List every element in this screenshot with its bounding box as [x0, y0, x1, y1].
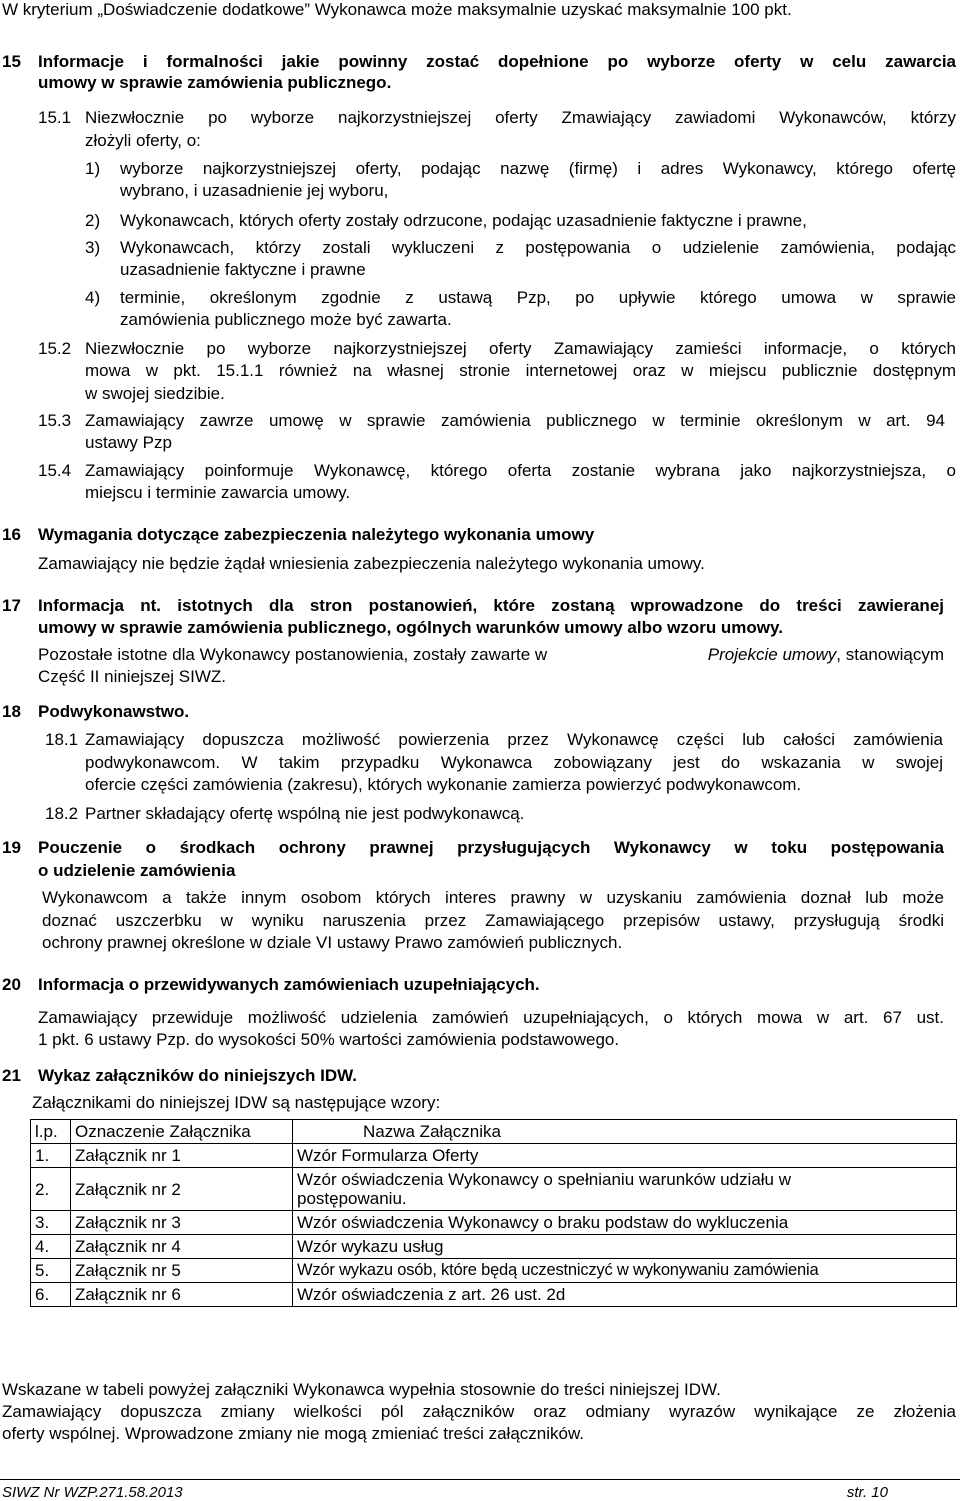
section-20-text-line1: Zamawiający przewiduje możliwość udzielenia zamówień uzupełniających, o których mowa w art. 67 ust.: [38, 1008, 944, 1027]
cell-oznaczenie: Załącznik nr 3: [71, 1211, 293, 1235]
footer-page-number: str. 10: [846, 1484, 888, 1501]
point-15-2-line2: mowa w pkt. 15.1.1 również na własnej stronie internetowej oraz w miejscu publicznie dostępnym: [85, 361, 956, 380]
section-17-text-part3: , stanowiącym: [836, 645, 944, 664]
cell-lp: 3.: [31, 1211, 71, 1235]
point-18-2-line1: Partner składający ofertę wspólną nie jest podwykonawcą.: [85, 804, 525, 823]
section-20-number: 20: [2, 975, 21, 994]
section-19-text-line1: Wykonawcom a także innym osobom których interes prawny w uzyskaniu zamówienia doznał lub może: [42, 888, 944, 907]
point-15-2-line3: w swojej siedzibie.: [85, 384, 225, 403]
cell-oznaczenie: Załącznik nr 2: [71, 1168, 293, 1211]
section-17-title-line1: Informacja nt. istotnych dla stron postanowień, które zostaną wprowadzone do treści zawieranej: [38, 596, 944, 615]
cell-oznaczenie: Załącznik nr 4: [71, 1235, 293, 1259]
footer-rule: [0, 1479, 960, 1480]
table-header-row: [31, 1120, 957, 1144]
cell-lp: 5.: [31, 1259, 71, 1283]
table-row: [31, 1235, 957, 1259]
list-item-2-line1: Wykonawcach, których oferty zostały odrzucone, podając uzasadnienie faktyczne i prawne,: [120, 211, 807, 230]
section-21-number: 21: [2, 1066, 21, 1085]
cell-nazwa: Wzór wykazu usług: [293, 1235, 957, 1259]
section-17-title-line2: umowy w sprawie zamówienia publicznego, ogólnych warunków umowy albo wzoru umowy.: [38, 618, 783, 637]
section-17-text-line2: Część II niniejszej SIWZ.: [38, 667, 226, 686]
table-row: [31, 1211, 957, 1235]
table-row: [31, 1259, 957, 1283]
point-15-3-line2: ustawy Pzp: [85, 433, 172, 452]
section-19-title-line2: o udzielenie zamówienia: [38, 861, 236, 880]
cell-nazwa: Wzór oświadczenia z art. 26 ust. 2d: [293, 1283, 957, 1307]
cell-lp: 1.: [31, 1144, 71, 1168]
table-row: [31, 1168, 957, 1211]
cell-oznaczenie: Załącznik nr 6: [71, 1283, 293, 1307]
table-row: [31, 1144, 957, 1168]
section-21-intro: Załącznikami do niniejszej IDW są następujące wzory:: [32, 1093, 441, 1112]
point-15-4-line1: Zamawiający poinformuje Wykonawcę, którego oferta zostanie wybrana jako najkorzystniejsza, o: [85, 461, 956, 480]
cell-lp: 4.: [31, 1235, 71, 1259]
section-15-number: 15: [2, 52, 21, 71]
section-19-text-line3: ochrony prawnej określone w dziale VI ustawy Prawo zamówień publicznych.: [42, 933, 623, 952]
section-15-title-line1: Informacje i formalności jakie powinny zostać dopełnione po wyborze oferty w celu zawarcia: [38, 52, 956, 71]
list-item-1-line2: wybrano, i uzasadnienie jej wyboru,: [120, 181, 389, 200]
section-19-text-line2: doznać uszczerbku w wyniku naruszenia przez Zamawiającego przepisów ustawy, przysługują środki: [42, 911, 944, 930]
point-18-1-number: 18.1: [45, 730, 79, 749]
section-20-text-line2: 1 pkt. 6 ustawy Pzp. do wysokości 50% wartości zamówienia podstawowego.: [38, 1030, 620, 1049]
section-21-title: Wykaz załączników do niniejszych IDW.: [38, 1066, 357, 1085]
section-19-number: 19: [2, 838, 21, 857]
section-19-title-line1: Pouczenie o środkach ochrony prawnej przysługujących Wykonawcy w toku postępowania: [38, 838, 944, 857]
section-18-title: Podwykonawstwo.: [38, 702, 190, 721]
list-item-4-line1: terminie, określonym zgodnie z ustawą Pzp, po upływie którego umowa w sprawie: [120, 288, 956, 307]
section-16-title: Wymagania dotyczące zabezpieczenia należytego wykonania umowy: [38, 525, 595, 544]
point-18-1-line1: Zamawiający dopuszcza możliwość powierzenia przez Wykonawcę części lub całości zamówienia: [85, 730, 943, 749]
point-15-4-number: 15.4: [38, 461, 72, 480]
point-15-1-line2: złożyli oferty, o:: [85, 131, 201, 150]
top-line: W kryterium „Doświadczenie dodatkowe” Wykonawca może maksymalnie uzyskać maksymalnie 100 pkt.: [2, 0, 792, 19]
section-17-text-line1: [38, 645, 944, 665]
table-row: [31, 1283, 957, 1307]
list-item-3-line1: Wykonawcach, którzy zostali wykluczeni z postępowania o udzielenie zamówienia, podając: [120, 238, 956, 257]
point-18-2-number: 18.2: [45, 804, 79, 823]
point-15-3-line1: Zamawiający zawrze umowę w sprawie zamówienia publicznego w terminie określonym w art. 94: [85, 411, 945, 430]
point-15-1-number: 15.1: [38, 108, 72, 127]
cell-oznaczenie: Załącznik nr 5: [71, 1259, 293, 1283]
point-15-2-number: 15.2: [38, 339, 72, 358]
list-item-1-number: 1): [85, 159, 101, 178]
cell-lp: 2.: [31, 1168, 71, 1211]
closing-line2: Zamawiający dopuszcza zmiany wielkości pól załączników oraz odmiany wyrazów wynikające ze złożenia: [2, 1402, 956, 1421]
section-17-text-italic: Projekcie umowy: [707, 645, 837, 664]
list-item-1-line1: wyborze najkorzystniejszej oferty, podając nazwę (firmę) i adres Wykonawcy, którego ofertę: [120, 159, 956, 178]
list-item-4-number: 4): [85, 288, 101, 307]
cell-oznaczenie: Załącznik nr 1: [71, 1144, 293, 1168]
point-15-3-number: 15.3: [38, 411, 72, 430]
cell-lp: 6.: [31, 1283, 71, 1307]
cell-nazwa: Wzór oświadczenia Wykonawcy o braku podstaw do wykluczenia: [293, 1211, 957, 1235]
point-18-1-line2: podwykonawcom. W takim przypadku Wykonawca zobowiązany jest do wskazania w swojej: [85, 753, 943, 772]
section-17-text-part1: Pozostałe istotne dla Wykonawcy postanowienia, zostały zawarte w: [38, 645, 548, 664]
cell-nazwa: Wzór oświadczenia Wykonawcy o spełnianiu warunków udziału w postępowaniu.: [293, 1168, 957, 1211]
list-item-3-number: 3): [85, 238, 101, 257]
cell-nazwa: Wzór Formularza Oferty: [293, 1144, 957, 1168]
section-15-title-line2: umowy w sprawie zamówienia publicznego.: [38, 73, 392, 92]
section-18-number: 18: [2, 702, 21, 721]
list-item-4-line2: zamówienia publicznego może być zawarta.: [120, 310, 452, 329]
point-15-2-line1: Niezwłocznie po wyborze najkorzystniejszej oferty Zamawiający zamieści informacje, o których: [85, 339, 956, 358]
list-item-3-line2: uzasadnienie faktyczne i prawne: [120, 260, 366, 279]
attachments-table: [30, 1119, 957, 1307]
header-oznaczenie: Oznaczenie Załącznika: [71, 1120, 293, 1144]
closing-line3: oferty wspólnej. Wprowadzone zmiany nie mogą zmieniać treści załączników.: [2, 1424, 585, 1443]
cell-nazwa: Wzór wykazu osób, które będą uczestniczyć w wykonywaniu zamówienia: [293, 1259, 957, 1283]
point-18-1-line3: ofercie części zamówienia (zakresu), których wykonanie zamierza powierzyć podwykonawcom.: [85, 775, 802, 794]
section-17-text-part2: [708, 645, 944, 665]
footer-document-number: SIWZ Nr WZP.271.58.2013: [2, 1484, 183, 1501]
point-15-4-line2: miejscu i terminie zawarcia umowy.: [85, 483, 351, 502]
header-nazwa: Nazwa Załącznika: [293, 1120, 957, 1144]
list-item-2-number: 2): [85, 211, 101, 230]
section-17-number: 17: [2, 596, 21, 615]
section-16-number: 16: [2, 525, 21, 544]
closing-line1: Wskazane w tabeli powyżej załączniki Wykonawca wypełnia stosownie do treści niniejszej IDW.: [2, 1380, 721, 1399]
header-lp: l.p.: [31, 1120, 71, 1144]
point-15-1-line1: Niezwłocznie po wyborze najkorzystniejszej oferty Zmawiający zawiadomi Wykonawców, którzy: [85, 108, 956, 127]
section-16-text: Zamawiający nie będzie żądał wniesienia zabezpieczenia należytego wykonania umowy.: [38, 554, 705, 573]
section-20-title: Informacja o przewidywanych zamówieniach uzupełniających.: [38, 975, 540, 994]
